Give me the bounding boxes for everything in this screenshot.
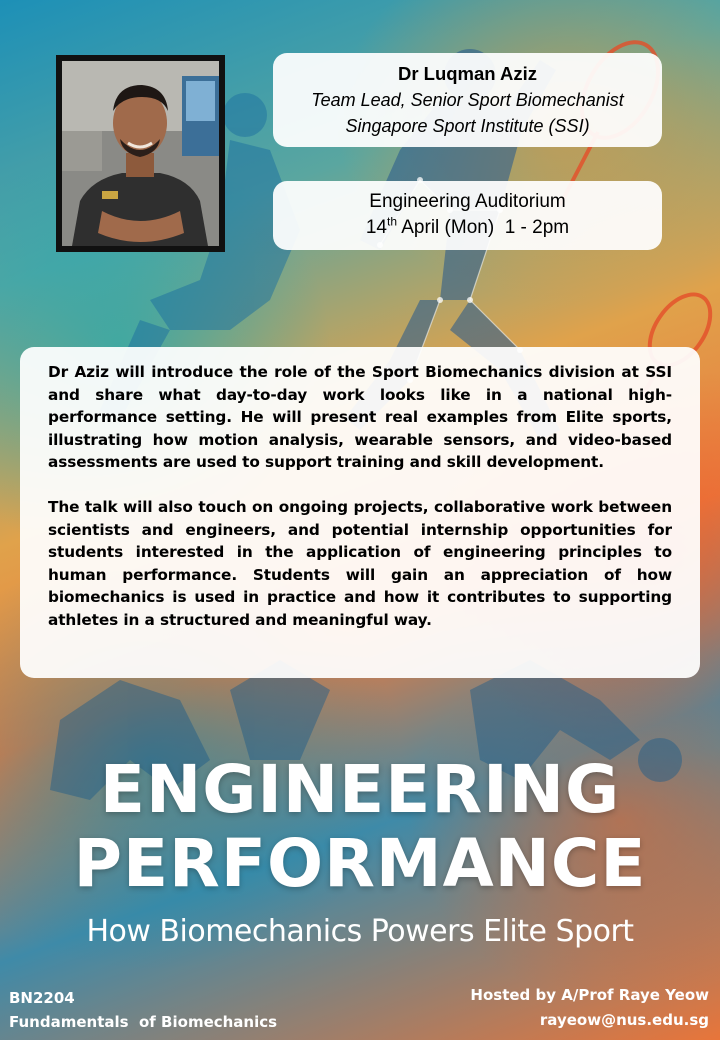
speaker-portrait-illustration [62, 61, 219, 246]
speaker-photo [56, 55, 225, 252]
headline-line-1: ENGINEERING [99, 751, 621, 828]
event-venue: Engineering Auditorium [369, 191, 566, 212]
speaker-name: Dr Luqman Aziz [397, 63, 538, 84]
abstract-card [20, 347, 700, 678]
event-date-suffix: th [387, 214, 398, 229]
headline-subtitle: How Biomechanics Powers Elite Sport [86, 914, 634, 949]
headline-line-2: PERFORMANCE [73, 825, 647, 902]
event-date-day: 14 [365, 217, 387, 238]
event-date-time [273, 215, 662, 241]
speaker-card [273, 53, 662, 147]
event-date-rest: April (Mon) 1 - 2pm [397, 217, 570, 238]
course-name: Fundamentals of Biomechanics [9, 1013, 278, 1031]
course-code: BN2204 [9, 989, 75, 1007]
host-info [470, 983, 709, 1033]
host-label: Hosted by A/Prof Raye Yeow [470, 986, 709, 1004]
speaker-role: Team Lead, Senior Sport Biomechanist [311, 90, 624, 110]
abstract-paragraph: Dr Aziz will introduce the role of the Sport Biomechanics division at SSI and share what day-to-day work looks like in a national high-performance setting. He will present real examples from Elite sports, illustrating how motion analysis, wearable sensors, and video-based assessments are used to support training and skill development. [48, 363, 672, 472]
event-details-card [273, 181, 662, 250]
speaker-organization: Singapore Sport Institute (SSI) [345, 116, 590, 136]
course-info [9, 986, 277, 1034]
host-email[interactable]: rayeow@nus.edu.sg [539, 1011, 709, 1029]
abstract-paragraph: The talk will also touch on ongoing projects, collaborative work between scientists and engineers, and potential internship opportunities for students interested in the application of engineering principles to human performance. Students will gain an appreciation of how biomechanics is used in practice and how it contributes to supporting athletes in a structured and meaningful way. [48, 497, 672, 629]
